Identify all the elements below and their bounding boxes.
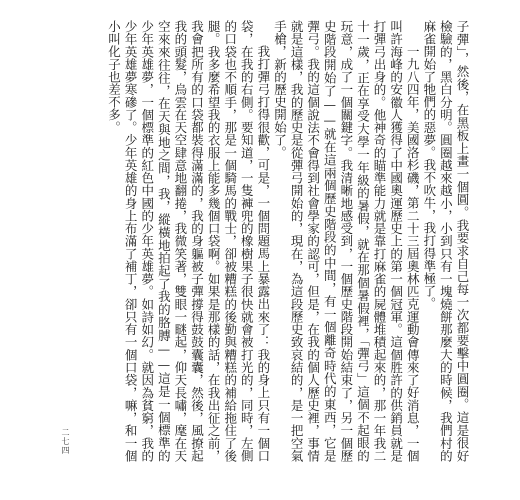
page-number: 二七四 xyxy=(61,428,70,455)
body-text xyxy=(105,20,470,462)
paragraph-1: 子彈」，然後，在黑板上畫一個圓。我要求自己每一次都要擊中圓圈。這是很好檢驗的，黑白分明。圓圈越來越小，小到只有一塊燒餅那麼大的時候，我們村的麻雀開始了牠們的惡夢。我不吹牛，我打得準極了。 xyxy=(421,20,470,462)
paragraph-2: 一九八四年，美國洛杉磯，第二十三屆奧林匹克運動會傳來了好消息，一個叫許海峰的安徽人獲得了中國奧運歷史上的第一個冠軍。這個胜許的供銷員就是打彈弓出身的。他神奇的瞄準能力就是靠打麻雀的屍體堆積起來的，那一年我二十一歲，正在享受大學一年級的暑假，就在那個暑假裡，「彈弓」這個不起眼的玩意，成了一個關鍵字。我清晰地感受到，一個歷史階段開始結束了，另一個歷史階段開始了——就在這兩個歷史階段的中間，有一個離奇時代的東西，它是彈弓。我的這個說法不會得到社會學家的認可，但是，在我的個人歷史裡，事情就是這樣，我的歷史是從彈弓開始的，現在，為這段歷史致哀結的，是一把空氣手槍，新的歷史開始了。 xyxy=(272,20,421,462)
paragraph-3: 我打彈弓打得很歡，可是，一個問題馬上暴露出來了：我的身上只有一個口袋，在我的右側。要知道，一隻褲兜的橡樹果子很快就會被打光的，同時，左側的口袋也不順手，那是一個騎馬的戰士，卻被糟糕的後勤與糟糕的補給拖住了後腿。我多麼希望我的衣服上能多幾個口袋啊。如果是那樣的話，在我出征之前，我會把所有的口袋都裝得滿滿的，我的身軀被子彈撐得鼓鼓囊囊，然後，風撩起我的頭髮，烏雲在天空肆意地翻捲，我微笑著，雙眼一瞇起，仰天長嘯，麾在天空來來往往，在天與地之間，我，縱橫地拍起了我的胳膊——這是一個標準的少年英雄夢，一個標準的紅色中國的少年英雄夢。如詩如幻。就因為貧窮，我的少年英雄夢寒磣了。少年英雄的身上布滿了補丁，卻只有一個口袋，嘛，和一個小叫化子也差不多。 xyxy=(106,20,271,462)
